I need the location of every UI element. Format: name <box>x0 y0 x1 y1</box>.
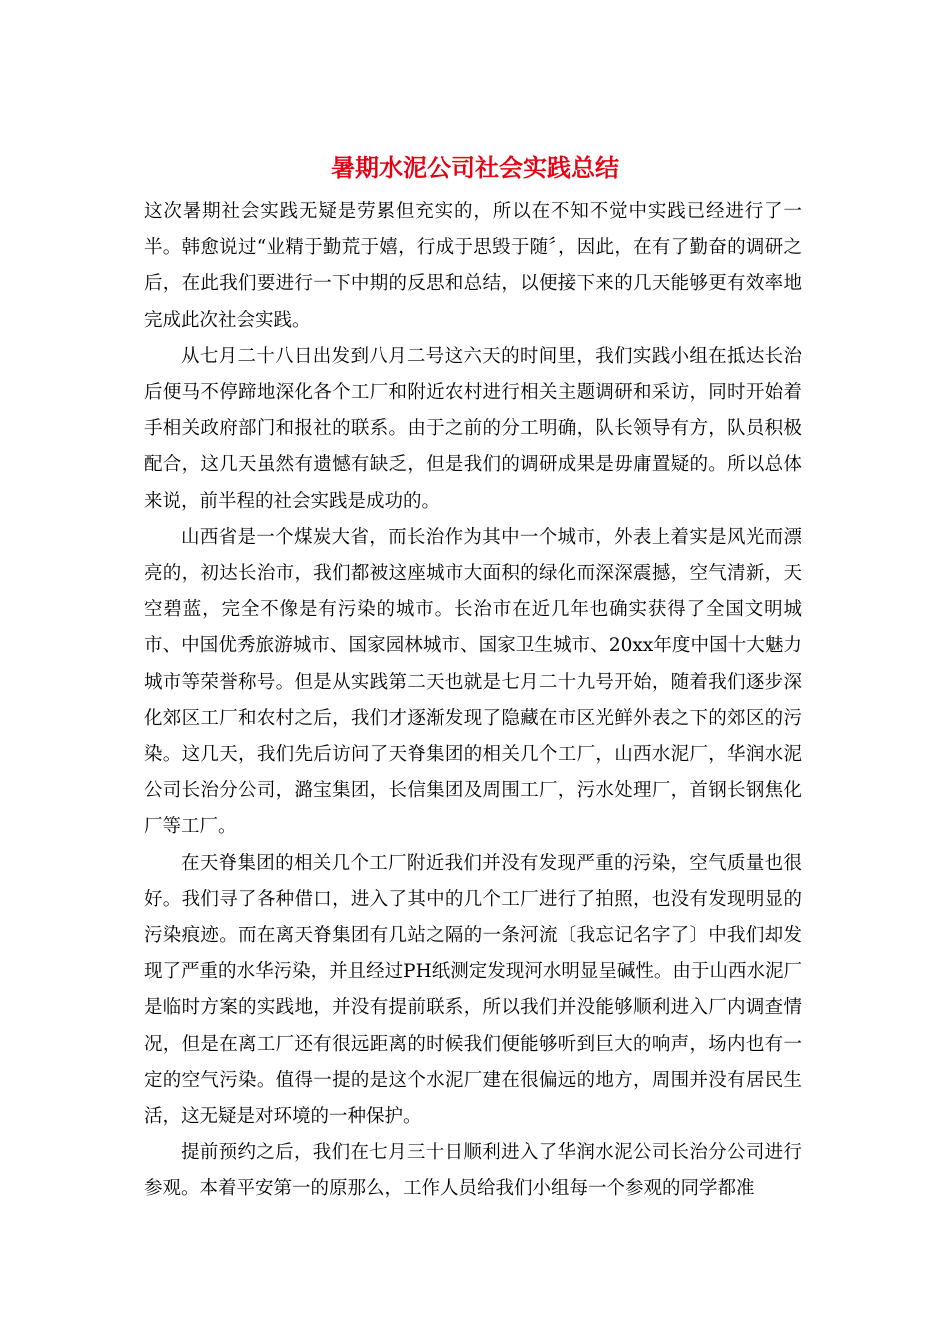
paragraph-1: 这次暑期社会实践无疑是劳累但充实的，所以在不知不觉中实践已经进行了一半。韩愈说过“业精于勤荒于嬉，行成于思毁于随〞，因此，在有了勤奋的调研之后，在此我们要进行一下中期的反思和总结，以便接下来的几天能够更有效率地完成此次社会实践。 <box>144 201 802 331</box>
paragraph-3: 山西省是一个煤炭大省，而长治作为其中一个城市，外表上着实是风光而漂亮的，初达长治市，我们都被这座城市大面积的绿化而深深震撼，空气清新，天空碧蓝，完全不像是有污染的城市。长治市在近几年也确实获得了全国文明城市、中国优秀旅游城市、国家园林城市、国家卫生城市、20xx年度中国十大魅力城市等荣誉称号。但是从实践第二天也就是七月二十九号开始，随着我们逐步深化郊区工厂和农村之后，我们才逐渐发现了隐藏在市区光鲜外表之下的郊区的污染。这几天，我们先后访问了天脊集团的相关几个工厂，山西水泥厂，华润水泥公司长治分公司，潞宝集团，长信集团及周围工厂，污水处理厂，首钢长钢焦化厂等工厂。 <box>144 526 802 838</box>
document-title: 暑期水泥公司社会实践总结 <box>331 153 619 182</box>
document-body <box>144 194 802 1208</box>
paragraph-2: 从七月二十八日出发到八月二号这六天的时间里，我们实践小组在抵达长治后便马不停蹄地深化各个工厂和附近农村进行相关主题调研和采访，同时开始着手相关政府部门和报社的联系。由于之前的分工明确，队长领导有方，队员积极配合，这几天虽然有遗憾有缺乏，但是我们的调研成果是毋庸置疑的。所以总体来说，前半程的社会实践是成功的。 <box>144 345 802 512</box>
paragraph-5: 提前预约之后，我们在七月三十日顺利进入了华润水泥公司长治分公司进行参观。本着平安第一的原那么，工作人员给我们小组每一个参观的同学都准 <box>144 1142 802 1200</box>
paragraph-4: 在天脊集团的相关几个工厂附近我们并没有发现严重的污染，空气质量也很好。我们寻了各种借口，进入了其中的几个工厂进行了拍照，也没有发现明显的污染痕迹。而在离天脊集团有几站之隔的一条河流〔我忘记名字了〕中我们却发现了严重的水华污染，并且经过PH纸测定发现河水明显呈碱性。由于山西水泥厂是临时方案的实践地，并没有提前联系，所以我们并没能够顺利进入厂内调查情况，但是在离工厂还有很远距离的时候我们便能够听到巨大的响声，场内也有一定的空气污染。值得一提的是这个水泥厂建在很偏远的地方，周围并没有居民生活，这无疑是对环境的一种保护。 <box>144 852 802 1128</box>
